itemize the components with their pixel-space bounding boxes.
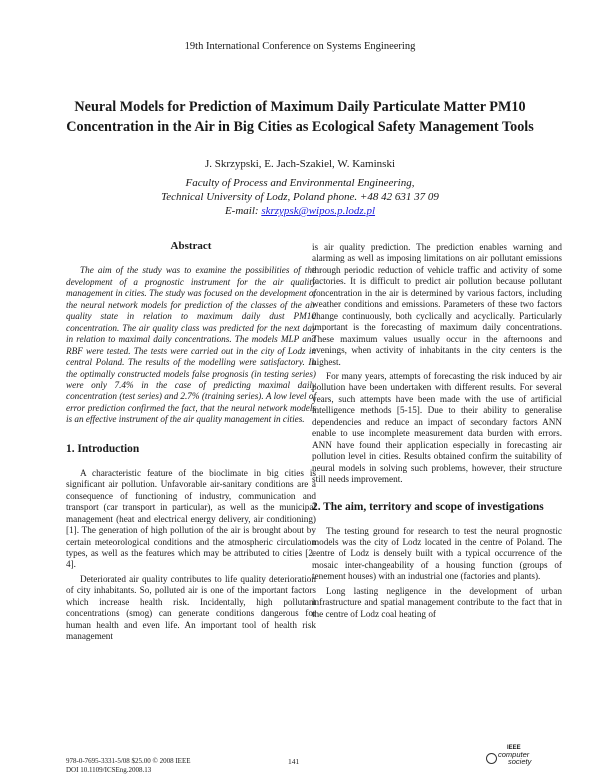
logo-line: computer bbox=[498, 750, 530, 759]
footer-copyright bbox=[66, 757, 191, 775]
paragraph: A characteristic feature of the bioclimate in big cities is significant air pollution. Unfavorable air-sanitary conditions are a consequence of functioning of industry, communication and transport (car transport in particular), as well as the municipal management (heat and electrical energy delivery, air conditioning) [1]. The generation of high pollution of the air is brought about by certain meteorological conditions and the atmospheric circulation types, as well as the features which may be attributed to cities [2-4]. bbox=[66, 467, 316, 570]
logo-name bbox=[498, 751, 531, 765]
paragraph: For many years, attempts of forecasting the risk induced by air pollution have been undertaken with different results. For several years, such attempts have been made with the use of artificial intelligence methods [5-15]. Due to their ability to generalise dependencies and reduce an impact of secondary factors ANN enable to use incomplete measurement data burden with errors. ANN have found their application especially in forecasting air pollution level in cities. Results obtained confirm the suitability of neural models in solving such problems, however, their structure still needs improvement. bbox=[312, 370, 562, 485]
footer-isbn: 978-0-7695-3331-5/08 $25.00 © 2008 IEEE bbox=[66, 757, 191, 765]
affiliation-line: Faculty of Process and Environmental Engineering, bbox=[185, 177, 415, 189]
email-label: E-mail: bbox=[224, 205, 259, 217]
section-heading-introduction: 1. Introduction bbox=[66, 442, 140, 455]
affiliation bbox=[0, 176, 600, 218]
paragraph: is air quality prediction. The prediction enables warning and alarming as well as imposing limitations on air pollutant emissions through periodic reduction of vehicle traffic and activity of some factories. It is difficult to predict air pollution because pollutant concentration in the air is determined by various factors, including weather conditions and emissions. Parameters of these two factors change continuously, both cyclically and acyclically. Particularly important is the forecasting of maximum daily concentrations. These maximum values usually occur in the afternoons and evenings, when activity of inhabitants in the city centers is the highest. bbox=[312, 242, 562, 367]
authors: J. Skrzypski, E. Jach-Szakiel, W. Kaminski bbox=[204, 158, 396, 170]
paragraph: Deteriorated air quality contributes to life quality deterioration of city inhabitants. So, polluted air is one of the important factors which increase health risk. Incidentally, high pollutant concentrations (smog) can generate conditions dangerous for human health and even life. An important tool of health risk management bbox=[66, 573, 316, 642]
paragraph: The testing ground for research to test the neural prognostic models was the city of Lodz located in the centre of Poland. The centre of Lodz is densely built with a typical occurrence of the mosaic inter-changeability of a housing function (groups of tenement houses) with an industrial one (factories and plants). bbox=[312, 525, 562, 582]
conference-header: 19th International Conference on Systems Engineering bbox=[184, 41, 416, 52]
footer-doi: DOI 10.1109/ICSEng.2008.13 bbox=[66, 766, 152, 774]
title-line: Neural Models for Prediction of Maximum Daily Particulate Matter PM10 bbox=[74, 99, 526, 115]
logo-ieee-text: IEEE bbox=[507, 745, 521, 751]
abstract-heading: Abstract bbox=[170, 240, 212, 252]
logo-line: society bbox=[508, 757, 532, 766]
right-column bbox=[312, 242, 562, 620]
page-number: 141 bbox=[288, 757, 300, 766]
paragraph: Long lasting negligence in the development of urban infrastructure and spatial management contribute to the fact that in the centre of Lodz coal heating of bbox=[312, 585, 562, 619]
email-link[interactable]: skrzypsk@wipos.p.lodz.pl bbox=[261, 205, 376, 217]
affiliation-line: Technical University of Lodz, Poland phone. +48 42 631 37 09 bbox=[161, 191, 439, 203]
computer-society-logo bbox=[478, 745, 538, 769]
logo-mark-icon bbox=[486, 753, 497, 764]
title-line: Concentration in the Air in Big Cities as Ecological Safety Management Tools bbox=[66, 119, 534, 135]
email-line bbox=[0, 204, 600, 218]
abstract-text: The aim of the study was to examine the possibilities of the development of a prognostic instrument for the air quality management in cities. The study was focused on the development of the neural network models for prediction of the classes of the air quality state in relation to maximum daily dust PM10 concentration. The air quality class was predicted for the next day in relation to maximal daily concentrations. The models MLP and RBF were tested. The tests were carried out in the city of Lodz in central Poland. The results of the modelling were satisfactory. In the optimally constructed models false prognosis (in testing series) were only 7.4% in the case of predicting maximal daily concentration (test series) and 2.7% (training series). A low level of error prediction confirmed the fact, that the neural network models is an effective instrument of the air quality management in cities. bbox=[66, 265, 316, 425]
section-heading-aim: 2. The aim, territory and scope of investigations bbox=[312, 500, 544, 513]
left-column bbox=[66, 241, 316, 643]
paper-title bbox=[40, 97, 560, 137]
